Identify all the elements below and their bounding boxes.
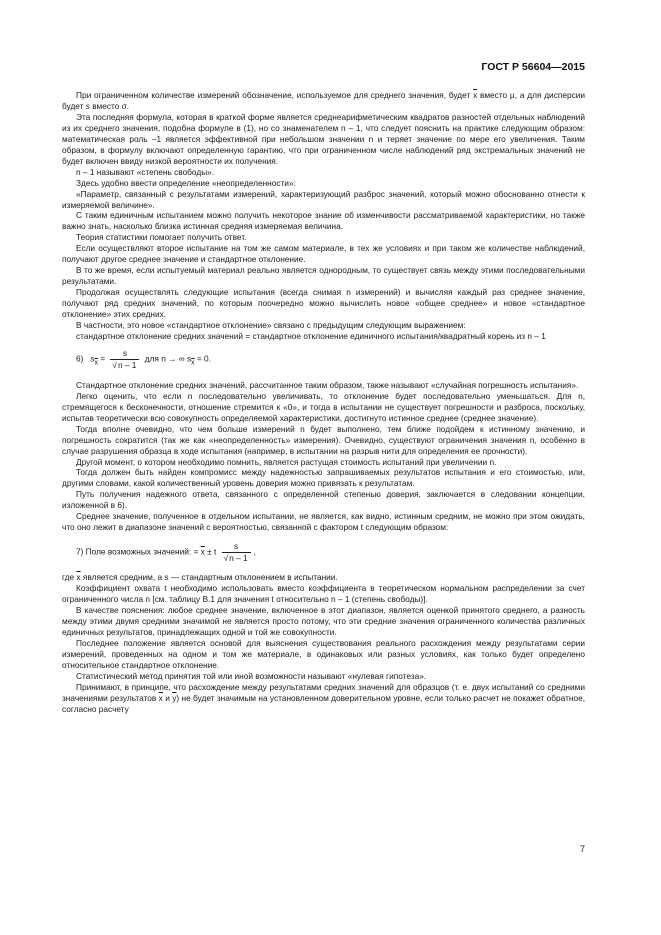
paragraph: Статистический метод принятия той или иной возможности называют «нулевая гипотеза». — [76, 670, 427, 681]
x-bar-symbol: $\overline{x}$ — [473, 90, 478, 100]
paragraph: Продолжая осуществлять следующие испытания (всегда снимая n измерений) и вычисляя каждый раз среднее значение, получают ряд средних значений, по которым поочередно можно вычислить новое «общее среднее» и новое «стандартное отклонение» этих средних. — [62, 287, 585, 320]
paragraph: Путь получения надежного ответа, связанного с определенной степенью доверия, заключается в следовании концепции, изложенной в 6). — [62, 489, 585, 511]
paragraph: С таким единичным испытанием можно получить некоторое знание об изменчивости рассматриваемой характеристики, но также важно знать, насколько близка истинная средняя измеряемая величина. — [62, 210, 585, 232]
paragraph: Стандартное отклонение средних значений, рассчитанное таким образом, также называют «случайная погрешность испытания». — [76, 379, 579, 390]
paragraph: Если осуществляют второе испытание на том же самом материале, в тех же условиях и при таком же количестве наблюдений, получают другое среднее значение и стандартное отклонение. — [62, 243, 585, 265]
paragraph: Тогда вполне очевидно, что чем больше измерений n будет выполнено, тем ближе подойдем к истинному значению, и погрешность сократится (так же как «неопределенность» измерения). Очевидно, существуют ограничения значения n, особенно в случае разрушения образца в ходе испытания (например, в испытании на разрыв нити для определения ее прочности). — [62, 423, 585, 456]
paragraph: В то же время, если испытуемый материал реально является однородным, то существует связь между этими последовательными результатами. — [62, 265, 585, 287]
paragraph: Здесь удобно ввести определение «неопределенности»: — [76, 177, 296, 188]
formula-7: 7) Поле возможных значений: = $\overline{x} \pm t$ $\frac{s}{√n - 1}$ , — [76, 541, 256, 564]
paragraph: В качестве пояснения: любое среднее значение, включенное в этот диапазон, является оценкой принятого среднего, а разность между этими двумя средними значимой не является просто потому, что эти средние значения ограниченного количества различных единичных результатов, принадлежащих одной и той же совокупности. — [62, 604, 585, 637]
paragraph: В частности, это новое «стандартное отклонение» связано с предыдущим следующим выражением: — [76, 320, 466, 331]
paragraph: При ограниченном количестве измерений обозначение, используемое для среднего значения, будет $\overline{x}$ вместо μ, а для дисперсии будет s вместо σ. — [62, 90, 585, 111]
paragraph: Коэффициент охвата t необходимо использовать вместо коэффициента в теоретическом нормальном распределении за счет ограниченного числа n [см. таблицу В.1 для значения t относительно n – 1 (степень свободы)]. — [62, 583, 585, 604]
paragraph: стандартное отклонение средних значений = стандартное отклонение единичного испытания/квадратный корень из n – 1 — [76, 330, 546, 341]
document-page — [62, 0, 585, 935]
paragraph: Последнее положение является основой для выяснения существования реального расхождения между результатами серии измерений, проведенных на одном и том же материале, в одинаковых или разных условиях, как только будет определено относительное стандартное отклонение. — [62, 637, 585, 670]
document-body — [62, 90, 585, 714]
paragraph: Другой момент, о котором необходимо помнить, является растущая стоимость испытаний при увеличении n. — [76, 456, 497, 467]
paragraph: Среднее значение, полученное в отдельном испытании, не является, как видно, истинным средним, не можно при этом ожидать, что оно лежит в диапазоне значений с вероятностью, связанной с фактором t следующим образом: — [62, 511, 585, 533]
paragraph: Легко оценить, что если n последовательно увеличивать, то отклонение будет последовательно уменьшаться. Для n, стремящегося к бесконечности, отношение стремится к «0», и тогда в испытании не существует погрешности и разброса, поскольку, испытав теоретически всю совокупность определяемой характеристики, достигнуто истинное среднее (среднее значение). — [62, 390, 585, 423]
paragraph: «Параметр, связанный с результатами измерений, характеризующий разброс значений, который можно обоснованно отнести к измеряемой величине». — [62, 188, 585, 210]
paragraph: n – 1 называют «степень свободы». — [76, 166, 215, 177]
paragraph: Принимают, в принципе, что расхождение между результатами средних значений для образцов (т. е. двух испытаний со средними значениями результатов $\overline{x}$ и $\overline{y}$) не будет значимым на установленном доверительном уровне, если только расчет не покажет обратное, согласно расчету — [62, 681, 586, 714]
paragraph: Эта последняя формула, которая в краткой форме является среднеарифметическим квадратов разностей отдельных наблюдений из их среднего значения, подобна формуле в (1), но со знаменателем n – 1, что следует пояснить на практике следующим образом: математическая роль –1 является эффективной при небольшом значении n и теряет значение по мере его увеличения. Таким образом, в формулу включают определенную гарантию, что при ограниченном числе наблюдений ряд экстремальных значений не будет включен ввиду низкой вероятности их получения. — [62, 111, 585, 166]
formula-6: 6) $s_{\overline{x}}$ = $\frac{s}{√n - 1}$ для n → ∞ $s_{\overline{x}} = 0$. — [76, 347, 211, 370]
page-number: 7 — [579, 844, 585, 854]
standard-header: ГОСТ Р 56604—2015 — [481, 61, 585, 73]
paragraph: Тогда должен быть найден компромисс между надежностью запрашиваемых результатов испытания и его стоимостью, или, другими словами, какой количественный уровень доверия можно привязать к результатам. — [62, 467, 585, 489]
paragraph: Теория статистики помогает получить ответ. — [76, 232, 247, 243]
paragraph: где $\overline{x}$ является средним, а s — стандартным отклонением в испытании. — [62, 572, 338, 583]
